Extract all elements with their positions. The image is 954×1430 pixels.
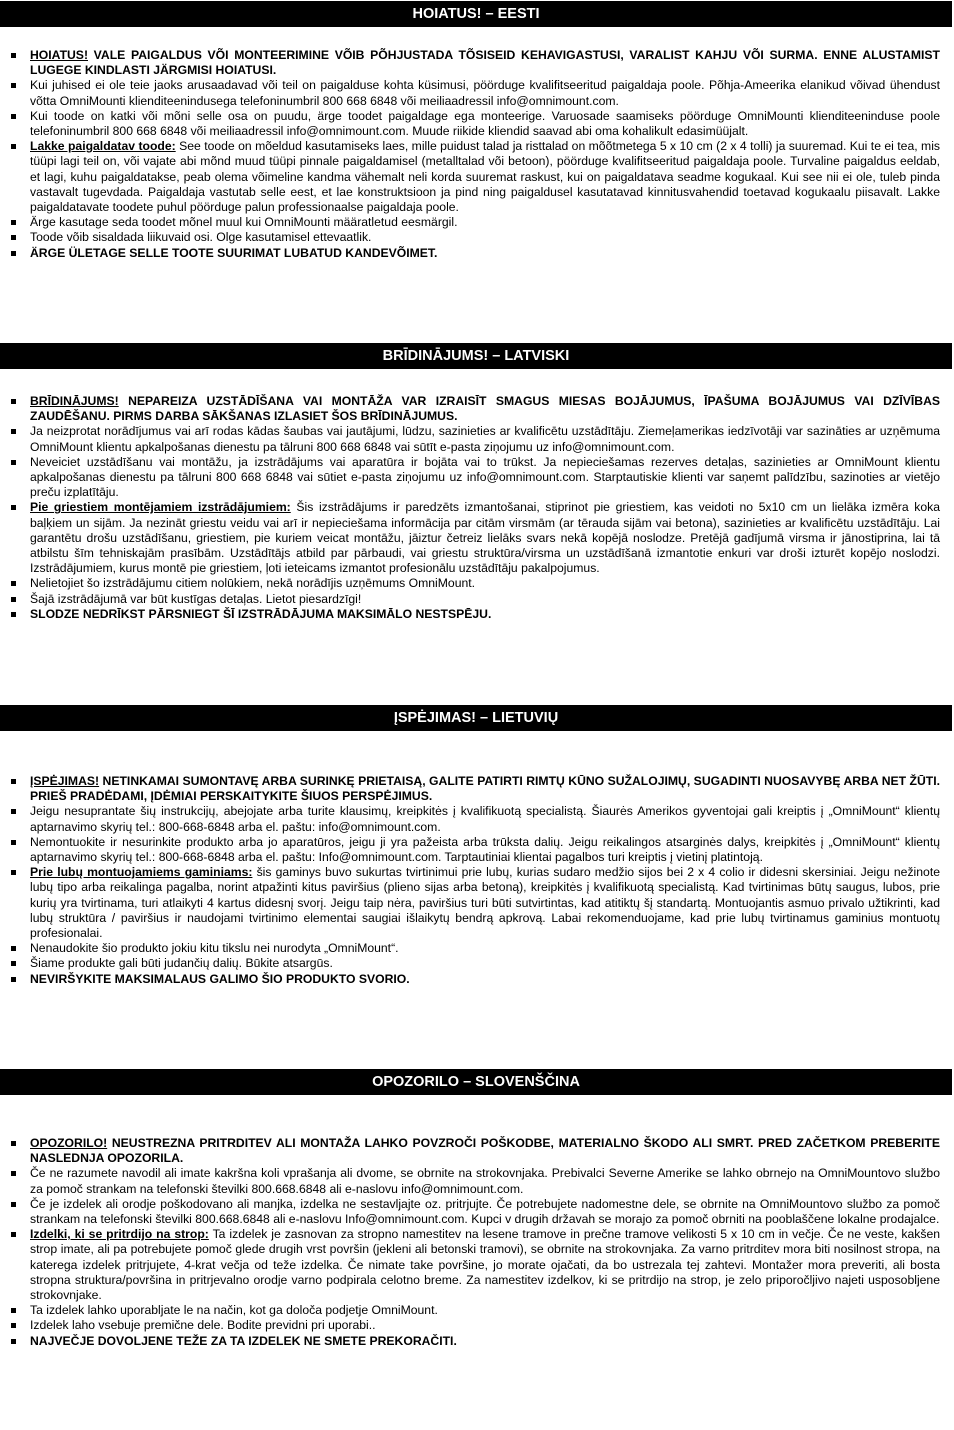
ceiling-lead: Pie griestiem montējamiem izstrādājumiem: bbox=[30, 500, 291, 515]
ceiling-text: See toode on mõeldud kasutamiseks laes, mille puidust talad ja risttalad on mõõtmetega 5 x 10 cm (2 x 4 tolli) ja suuremad. Kui te ei tea, mis tüüpi lagi teil on, või vajate abi mõnd muud tüüpi pinnale paigaldamisel (metalltalad või betoon), pöörduge kvalifitseeritud paigaldaja poole. Turvaline paigaldus eeldab, et lagi, kuhu paigaldatakse, peab olema võimeline kandma vähemalt neli korda suuremat raskust, kui on paigaldatava seadme kogukaal. Kui see nii ei ole, tuleb pinda vastavalt tugevdada. Paigaldaja vastutab selle eest, et lae konstruktsioon ja pind ning paigaldusel kasutatavad kinnitusvahendid toetavad kogukaalu piisavalt. Lakke paigaldatavate toodete puhul pöörduge palun professionaalse paigaldaja poole. bbox=[30, 139, 940, 215]
section-estonian bbox=[0, 1, 954, 261]
list-item: Nenaudokite šio produkto jokiu kitu tikslu nei nurodyta „OmniMount“. bbox=[30, 941, 940, 956]
warning-text: VALE PAIGALDUS VÕI MONTEERIMINE VÕIB PÕHJUSTADA TÕSISEID KEHAVIGASTUSI, VARALIST KAHJU VÕI SURMA. ENNE ALUSTAMIST LUGEGE KINDLASTI JÄRGMISI HOIATUSI. bbox=[30, 48, 940, 78]
list-item bbox=[30, 1136, 940, 1166]
list-item: Če je izdelek ali orodje poškodovano ali manjka, izdelka ne sestavljajte oz. pritrjujte. Če potrebujete nadomestne dele, se obrnite na OmniMountovo službo za pomoč strankam na telefonski številki 800.668.6848 ali e-naslovu Info@omnimount.com. Kupci v drugih državah se morajo za pomoč obrniti na pooblaščene lokalne prodajalce. bbox=[30, 1196, 940, 1227]
list-item bbox=[30, 500, 940, 576]
list-item: Izdelek laho vsebuje premične dele. Bodite previdni pri uporabi.. bbox=[30, 1318, 940, 1333]
section-lithuanian bbox=[0, 705, 954, 987]
section-latvian bbox=[0, 343, 954, 622]
warning-list bbox=[0, 1136, 954, 1349]
list-item bbox=[30, 394, 940, 424]
warning-text: NEPAREIZA UZSTĀDĪŠANA VAI MONTĀŽA VAR IZRAISĪT SMAGUS MIESAS BOJĀJUMUS, ĪPAŠUMA BOJĀJUMUS VAI DZĪVĪBAS ZAUDĒŠANU. PIRMS DARBA SĀKŠANAS IZLASIET ŠOS BRĪDINĀJUMUS. bbox=[30, 394, 940, 424]
list-item: Nemontuokite ir nesurinkite produkto arba jo aparatūros, jeigu ji yra pažeista arba trūksta dalių. Jeigu reikalingos atsarginės dalys, kreipkitės į „OmniMount“ klientų aptarnavimo skyrių tel.: 800-668-6848 arba el. paštu: Info@omnimount.com. Tarptautiniai klientai pagalbos turi kreiptis į vietinį platintoją. bbox=[30, 834, 940, 865]
warning-text: NETINKAMAI SUMONTAVĘ ARBA SURINKĘ PRIETAISĄ, GALITE PATIRTI RIMTŲ KŪNO SUŽALOJIMŲ, SUGADINTI NUOSAVYBĘ ARBA NET ŽŪTI. PRIEŠ PRADĖDAMI, ĮDĖMIAI PERSKAITYKITE ŠIUOS PERSPĖJIMUS. bbox=[30, 774, 940, 804]
section-slovenian bbox=[0, 1069, 954, 1349]
section-heading: BRĪDINĀJUMS! – LATVISKI bbox=[0, 343, 952, 369]
list-item: SLODZE NEDRĪKST PĀRSNIEGT ŠĪ IZSTRĀDĀJUMA MAKSIMĀLO NESTSPĒJU. bbox=[30, 607, 940, 622]
ceiling-lead: Prie lubų montuojamiems gaminiams: bbox=[30, 865, 253, 880]
warning-lead: OPOZORILO! bbox=[30, 1136, 108, 1150]
list-item: Jeigu nesuprantate šių instrukcijų, abejojate arba turite klausimų, kreipkitės į kvalifikuotą specialistą. Šiaurės Amerikos gyventojai gali kreiptis į „OmniMount“ klientų aptarnavimo skyrių tel.: 800-668-6848 arba el. paštu: info@omnimount.com. bbox=[30, 804, 940, 834]
list-item: Kui toode on katki või mõni selle osa on puudu, ärge toodet paigaldage ega monteerige. Varuosade saamiseks pöörduge OmniMounti klienditeeninduse poole telefoninumbril 800 668 6848 või meiliaadressil info@omnimount.com. Muude riikide kliendid saavad abi oma kohalikult edasimüüjalt. bbox=[30, 108, 940, 139]
warning-list bbox=[0, 394, 954, 622]
list-item bbox=[30, 865, 940, 941]
ceiling-text: Šis izstrādājums ir paredzēts izmantošanai, stiprinot pie griestiem, kas veidoti no 5x10 cm un lielāka izmēra koka baļķiem un sijām. Ja nezināt griestu veidu vai arī ir nepieciešama informācija par citām virsmām (ar tērauda sijām vai betona), sazinieties ar kvalificētu uzstādītāju. Lai garantētu drošu uzstādīšanu, griestiem, pie kuriem veicat montāžu, jāiztur četreiz lielāks svars nekā kopējā noslodze. Pretējā gadījumā virsma ir jānostiprina, lai tā atbilstu šīm tehniskajām prasībām. Uzstādītājs atbild par pārbaudi, vai griestu struktūra/virsma un uzstādīšanā izmantotie enkuri var droši izturēt kopējo noslodzi. Izstrādājumiem, kurus montē pie griestiem, ļoti ieteicams izmantot profesionālu uzstādītāju pakalpojumus. bbox=[30, 500, 940, 576]
warning-list bbox=[0, 774, 954, 987]
list-item: NAJVEČJE DOVOLJENE TEŽE ZA TA IZDELEK NE SMETE PREKORAČITI. bbox=[30, 1334, 940, 1349]
list-item: Toode võib sisaldada liikuvaid osi. Olge kasutamisel ettevaatlik. bbox=[30, 230, 940, 245]
list-item: NEVIRŠYKITE MAKSIMALAUS GALIMO ŠIO PRODUKTO SVORIO. bbox=[30, 972, 940, 987]
list-item: Nelietojiet šo izstrādājumu citiem nolūkiem, nekā norādījis uzņēmums OmniMount. bbox=[30, 576, 940, 591]
warning-lead: BRĪDINĀJUMS! bbox=[30, 394, 119, 408]
section-heading: ĮSPĖJIMAS! – LIETUVIŲ bbox=[0, 705, 952, 731]
list-item: Kui juhised ei ole teie jaoks arusaadavad või teil on paigalduse kohta küsimusi, pöörduge kvalifitseeritud paigaldaja poole. Põhja-Ameerika elanikud võivad ühendust võtta OmniMounti klienditeenindusega telefoninumbril 800 668 6848 või meiliaadressil info@omnimount.com. bbox=[30, 78, 940, 108]
list-item bbox=[30, 774, 940, 804]
list-item: Neveiciet uzstādīšanu vai montāžu, ja izstrādājums vai aparatūra ir bojāta vai to trūkst. Ja nepieciešamas rezerves detaļas, sazinieties ar OmniMount klientu apkalpošanas dienestu pa tālruni 800 668 6848 vai sūtiet e-pasta ziņojumu uz info@omnimount.com. Starptautiskie klienti var saņemt palīdzību, sazinoties ar vietējo preču izplatītāju. bbox=[30, 454, 940, 500]
warning-lead: ĮSPĖJIMAS! bbox=[30, 774, 100, 788]
list-item bbox=[30, 1227, 940, 1303]
ceiling-lead: Izdelki, ki se pritrdijo na strop: bbox=[30, 1227, 209, 1242]
list-item: Šajā izstrādājumā var būt kustīgas detaļas. Lietot piesardzīgi! bbox=[30, 592, 940, 607]
list-item: Ta izdelek lahko uporabljate le na način, kot ga določa podjetje OmniMount. bbox=[30, 1303, 940, 1318]
section-heading: HOIATUS! – EESTI bbox=[0, 1, 952, 27]
list-item: Če ne razumete navodil ali imate kakršna koli vprašanja ali dvome, se obrnite na strokovnjaka. Prebivalci Severne Amerike se lahko obrnejo na OmniMountovo službo za pomoč strankam na telefonski številki 800.668.6848 ali e-naslovu info@omnimount.com. bbox=[30, 1166, 940, 1196]
warning-list bbox=[0, 48, 954, 261]
ceiling-lead: Lakke paigaldatav toode: bbox=[30, 139, 176, 154]
list-item: Šiame produkte gali būti judančių dalių. Būkite atsargūs. bbox=[30, 956, 940, 971]
ceiling-text: Ta izdelek je zasnovan za stropno namestitev na lesene tramove in prečne tramove velikosti 5 x 10 cm in večje. Če ne veste, kakšen strop imate, ali pa potrebujete pomoč glede drugih vrst površin (jekleni ali betonski tramovi), se obrnite na strokovnjaka. Za varno pritrditev mora biti nosilnost stropa, na katerega izdelek pritrjujete, 4-krat večja od teže izdelka. Če nimate take površine, jo morate ojačati, da bo ustrezala tej zahtevi. Montažer mora preveriti, ali bosta stropna struktura/površina in pritrjevalno orodje varno podpirala celotno breme. Za namestitev izdelkov, ki se pritrdijo na strop, je zelo priporočljivo najeti usposobljene strokovnjake. bbox=[30, 1227, 940, 1303]
list-item: Ärge kasutage seda toodet mõnel muul kui OmniMounti määratletud eesmärgil. bbox=[30, 215, 940, 230]
warning-lead: HOIATUS! bbox=[30, 48, 88, 62]
ceiling-text: šis gaminys buvo sukurtas tvirtinimui prie lubų, kurias sudaro medžio sijos bei 2 x 4 colio ir didesni skersiniai. Jeigu nežinote lubų tipo arba reikalinga pagalba, norint atpažinti kitus paviršius (plieno sijas arba betoną), kreipkitės į kvalifikuotą specialistą. Kad tvirtinimas būtų saugus, lubos, prie kurių yra tvirtinama, turi atlaikyti 4 kartus didesnį svorį. Jeigu taip nėra, paviršius turi būti sutvirtintas, kad atitiktų šį standartą. Montuojantis asmuo privalo užtikrinti, kad lubų struktūra / paviršius ir naudojami tvirtinimo elementai saugiai išlaikytų bendrą apkrovą. Labai rekomenduojame, kad prie lubų tvirtinamus gaminius montuotų profesionalai. bbox=[30, 865, 940, 941]
list-item bbox=[30, 48, 940, 78]
section-heading: OPOZORILO – SLOVENŠČINA bbox=[0, 1069, 952, 1095]
list-item: ÄRGE ÜLETAGE SELLE TOOTE SUURIMAT LUBATUD KANDEVÕIMET. bbox=[30, 246, 940, 261]
list-item bbox=[30, 139, 940, 215]
list-item: Ja neizprotat norādījumus vai arī rodas kādas šaubas vai jautājumi, lūdzu, sazinieties ar kvalificētu uzstādītāju. Ziemeļamerikas iedzīvotāji var sazināties ar uzņēmuma OmniMount klientu apkalpošanas dienestu pa tālruni 800 668 6848 vai sūtīt e-pasta ziņojumu uz info@omnimount.com. bbox=[30, 424, 940, 454]
warning-text: NEUSTREZNA PRITRDITEV ALI MONTAŽA LAHKO POVZROČI POŠKODBE, MATERIALNO ŠKODO ALI SMRT. PRED ZAČETKOM PREBERITE NASLEDNJA OPOZORILA. bbox=[30, 1136, 940, 1166]
